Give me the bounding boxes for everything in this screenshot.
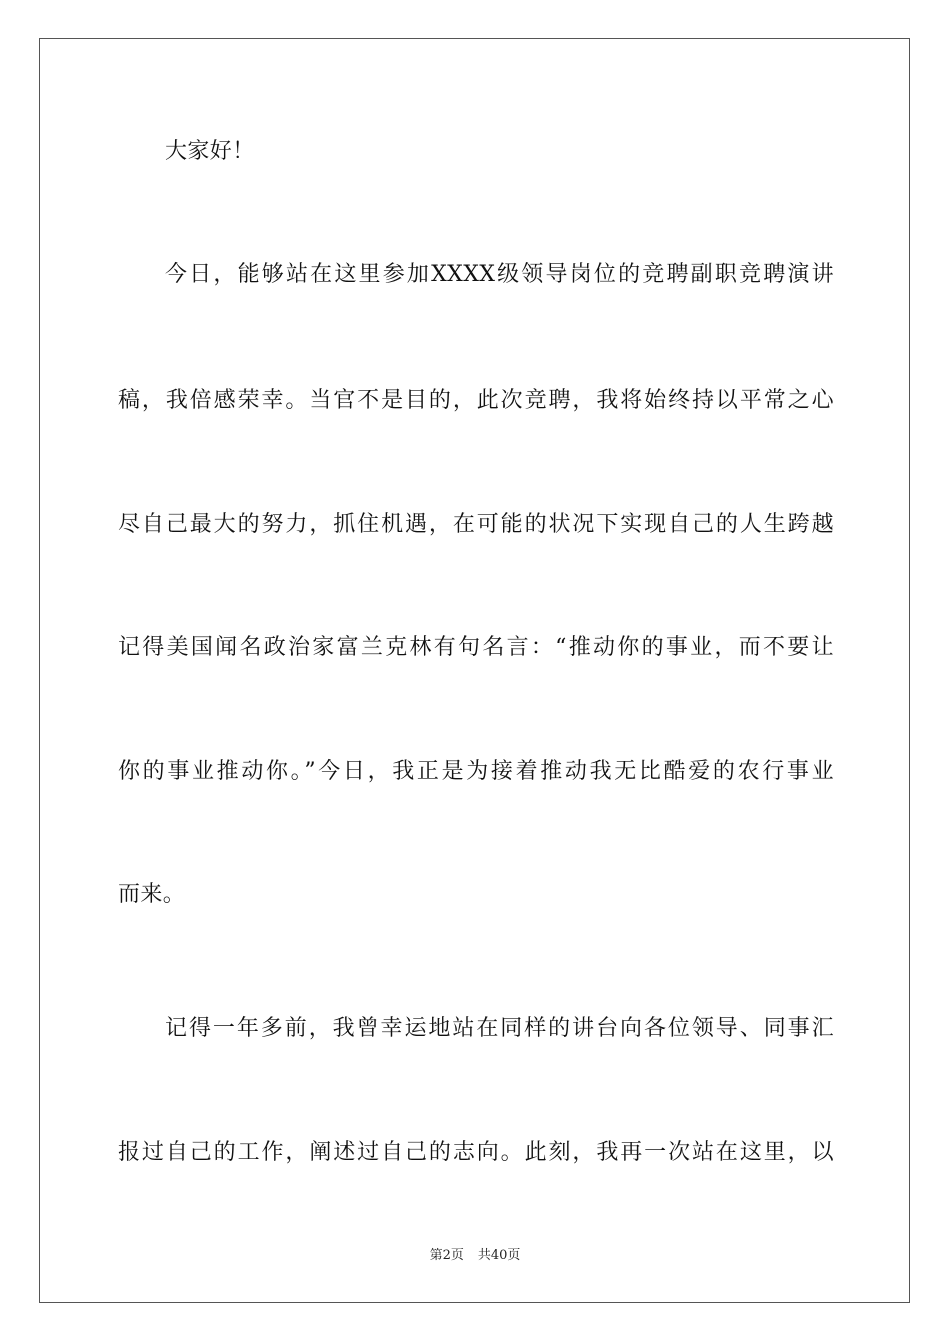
text-line-6: 而来。 [118,882,186,907]
text-line-3: 尽自己最大的努力，抓住机遇，在可能的状况下实现自己的人生跨越 [118,512,834,537]
page-total: 共40页 [477,1248,521,1263]
page-border [39,38,910,1303]
page-footer [0,1247,950,1265]
text-line-7: 记得一年多前，我曾幸运地站在同样的讲台向各位领导、同事汇 [165,1016,834,1041]
text-line-4: 记得美国闻名政治家富兰克林有句名言：“推动你的事业，而不要让 [118,635,834,660]
greeting-line: 大家好！ [165,139,255,164]
text-line-8: 报过自己的工作，阐述过自己的志向。此刻，我再一次站在这里，以 [118,1140,834,1165]
text-line-5: 你的事业推动你。”今日，我正是为接着推动我无比酷爱的农行事业 [118,759,834,784]
text-line-1: 今日，能够站在这里参加XXXX级领导岗位的竞聘副职竞聘演讲 [165,262,834,287]
text-line-2: 稿，我倍感荣幸。当官不是目的，此次竞聘，我将始终持以平常之心 [118,388,834,413]
page-number: 第2页 [429,1248,464,1263]
